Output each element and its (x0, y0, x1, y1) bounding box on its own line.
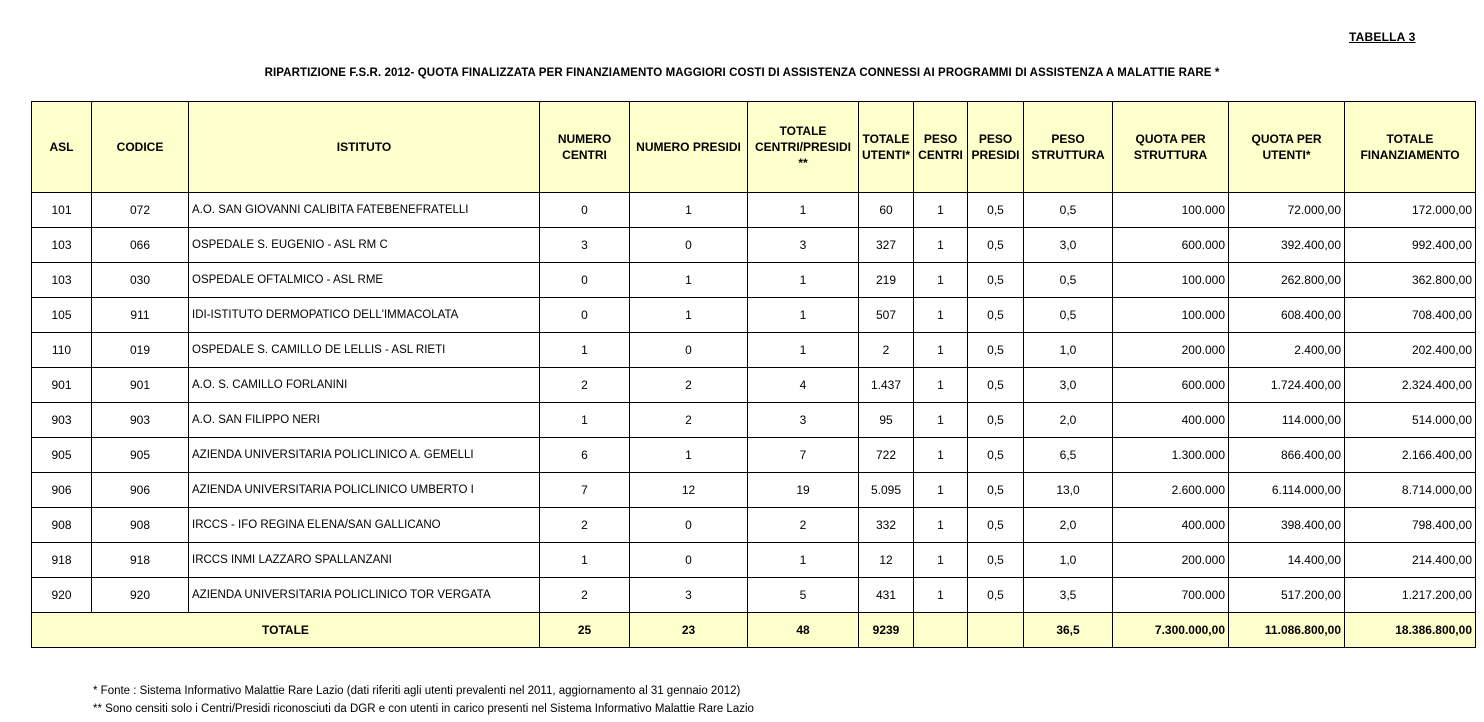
cell-numero-presidi: 12 (630, 473, 748, 508)
totals-utenti: 9239 (859, 613, 914, 648)
cell-totale-centri-presidi: 1 (748, 543, 859, 578)
cell-istituto: OSPEDALE S. CAMILLO DE LELLIS - ASL RIETI (189, 333, 540, 368)
cell-quota-struttura: 600.000 (1113, 368, 1229, 403)
table-row (32, 543, 1476, 578)
cell-peso-struttura: 0,5 (1024, 298, 1113, 333)
cell-totale-utenti: 431 (859, 578, 914, 613)
cell-codice: 905 (92, 438, 189, 473)
cell-istituto: IDI-ISTITUTO DERMOPATICO DELL'IMMACOLATA (189, 298, 540, 333)
cell-istituto: AZIENDA UNIVERSITARIA POLICLINICO TOR VERGATA (189, 578, 540, 613)
cell-quota-utenti: 392.400,00 (1229, 228, 1345, 263)
header-peso-centri: PESO CENTRI (914, 102, 968, 193)
cell-totale-utenti: 332 (859, 508, 914, 543)
cell-peso-presidi: 0,5 (968, 368, 1024, 403)
cell-totale-centri-presidi: 1 (748, 193, 859, 228)
cell-peso-presidi: 0,5 (968, 543, 1024, 578)
cell-peso-presidi: 0,5 (968, 193, 1024, 228)
cell-codice: 918 (92, 543, 189, 578)
cell-numero-centri: 3 (540, 228, 630, 263)
cell-totale-finanziamento: 172.000,00 (1345, 193, 1476, 228)
table-row (32, 508, 1476, 543)
table-row (32, 263, 1476, 298)
cell-numero-presidi: 1 (630, 438, 748, 473)
cell-quota-struttura: 2.600.000 (1113, 473, 1229, 508)
cell-totale-finanziamento: 992.400,00 (1345, 228, 1476, 263)
cell-totale-centri-presidi: 19 (748, 473, 859, 508)
header-peso-presidi: PESO PRESIDI (968, 102, 1024, 193)
cell-peso-struttura: 6,5 (1024, 438, 1113, 473)
cell-peso-centri: 1 (914, 473, 968, 508)
table-row (32, 438, 1476, 473)
cell-peso-centri: 1 (914, 508, 968, 543)
cell-totale-centri-presidi: 1 (748, 298, 859, 333)
table-row (32, 298, 1476, 333)
table-tag: TABELLA 3 (1349, 30, 1416, 44)
cell-totale-utenti: 722 (859, 438, 914, 473)
totals-peso-presidi (968, 613, 1024, 648)
header-peso-struttura: PESO STRUTTURA (1024, 102, 1113, 193)
cell-istituto: AZIENDA UNIVERSITARIA POLICLINICO A. GEMELLI (189, 438, 540, 473)
cell-totale-utenti: 12 (859, 543, 914, 578)
cell-codice: 911 (92, 298, 189, 333)
cell-peso-struttura: 3,0 (1024, 368, 1113, 403)
cell-numero-centri: 0 (540, 298, 630, 333)
totals-row (32, 613, 1476, 648)
header-totale-utenti: TOTALE UTENTI* (859, 102, 914, 193)
cell-totale-finanziamento: 2.166.400,00 (1345, 438, 1476, 473)
cell-totale-centri-presidi: 3 (748, 403, 859, 438)
cell-numero-centri: 6 (540, 438, 630, 473)
cell-asl: 105 (32, 298, 92, 333)
cell-totale-centri-presidi: 1 (748, 333, 859, 368)
cell-quota-struttura: 1.300.000 (1113, 438, 1229, 473)
cell-numero-presidi: 0 (630, 508, 748, 543)
funding-table (31, 101, 1476, 648)
cell-codice: 906 (92, 473, 189, 508)
cell-codice: 030 (92, 263, 189, 298)
cell-totale-utenti: 327 (859, 228, 914, 263)
cell-asl: 901 (32, 368, 92, 403)
document-title: RIPARTIZIONE F.S.R. 2012- QUOTA FINALIZZATA PER FINANZIAMENTO MAGGIORI COSTI DI ASSISTENZA CONNESSI AI PROGRAMMI DI ASSISTENZA A MALATTIE RARE * (264, 67, 1220, 79)
totals-quota-utenti: 11.086.800,00 (1229, 613, 1345, 648)
cell-peso-presidi: 0,5 (968, 508, 1024, 543)
table-row (32, 403, 1476, 438)
totals-label: TOTALE (32, 613, 540, 648)
cell-istituto: A.O. SAN FILIPPO NERI (189, 403, 540, 438)
header-totale-centri-presidi: TOTALE CENTRI/PRESIDI ** (748, 102, 859, 193)
cell-peso-presidi: 0,5 (968, 403, 1024, 438)
cell-numero-presidi: 1 (630, 298, 748, 333)
cell-peso-centri: 1 (914, 438, 968, 473)
header-codice: CODICE (92, 102, 189, 193)
cell-istituto: OSPEDALE S. EUGENIO - ASL RM C (189, 228, 540, 263)
cell-quota-utenti: 262.800,00 (1229, 263, 1345, 298)
cell-peso-presidi: 0,5 (968, 473, 1024, 508)
cell-quota-utenti: 2.400,00 (1229, 333, 1345, 368)
cell-totale-finanziamento: 362.800,00 (1345, 263, 1476, 298)
cell-totale-centri-presidi: 4 (748, 368, 859, 403)
cell-peso-struttura: 0,5 (1024, 193, 1113, 228)
cell-asl: 905 (32, 438, 92, 473)
cell-quota-struttura: 400.000 (1113, 403, 1229, 438)
cell-peso-presidi: 0,5 (968, 578, 1024, 613)
cell-quota-struttura: 200.000 (1113, 333, 1229, 368)
cell-totale-finanziamento: 1.217.200,00 (1345, 578, 1476, 613)
cell-peso-presidi: 0,5 (968, 228, 1024, 263)
cell-istituto: IRCCS - IFO REGINA ELENA/SAN GALLICANO (189, 508, 540, 543)
cell-totale-centri-presidi: 5 (748, 578, 859, 613)
cell-totale-utenti: 1.437 (859, 368, 914, 403)
table-row (32, 473, 1476, 508)
cell-peso-presidi: 0,5 (968, 298, 1024, 333)
header-row (32, 102, 1476, 193)
cell-quota-utenti: 608.400,00 (1229, 298, 1345, 333)
cell-peso-struttura: 13,0 (1024, 473, 1113, 508)
cell-quota-struttura: 600.000 (1113, 228, 1229, 263)
cell-codice: 072 (92, 193, 189, 228)
cell-quota-utenti: 398.400,00 (1229, 508, 1345, 543)
cell-istituto: A.O. S. CAMILLO FORLANINI (189, 368, 540, 403)
cell-peso-centri: 1 (914, 578, 968, 613)
footnote-centers: ** Sono censiti solo i Centri/Presidi riconosciuti da DGR e con utenti in carico presenti nel Sistema Informativo Malattie Rare Lazio (93, 703, 754, 715)
cell-totale-finanziamento: 202.400,00 (1345, 333, 1476, 368)
totals-peso-struttura: 36,5 (1024, 613, 1113, 648)
cell-totale-centri-presidi: 2 (748, 508, 859, 543)
cell-peso-struttura: 0,5 (1024, 263, 1113, 298)
cell-codice: 901 (92, 368, 189, 403)
cell-asl: 908 (32, 508, 92, 543)
cell-numero-centri: 2 (540, 578, 630, 613)
cell-peso-struttura: 1,0 (1024, 333, 1113, 368)
cell-asl: 110 (32, 333, 92, 368)
totals-finanziamento: 18.386.800,00 (1345, 613, 1476, 648)
cell-quota-struttura: 100.000 (1113, 263, 1229, 298)
cell-numero-centri: 0 (540, 263, 630, 298)
footnote-source: * Fonte : Sistema Informativo Malattie Rare Lazio (dati riferiti agli utenti prevalenti nel 2011, aggiornamento al 31 gennaio 2012) (93, 685, 741, 697)
cell-peso-struttura: 3,0 (1024, 228, 1113, 263)
cell-peso-centri: 1 (914, 403, 968, 438)
cell-peso-centri: 1 (914, 193, 968, 228)
cell-codice: 066 (92, 228, 189, 263)
totals-centri: 25 (540, 613, 630, 648)
table-row (32, 193, 1476, 228)
cell-numero-presidi: 0 (630, 333, 748, 368)
cell-asl: 101 (32, 193, 92, 228)
cell-totale-finanziamento: 8.714.000,00 (1345, 473, 1476, 508)
cell-numero-presidi: 1 (630, 193, 748, 228)
cell-peso-struttura: 3,5 (1024, 578, 1113, 613)
cell-numero-centri: 0 (540, 193, 630, 228)
cell-quota-struttura: 200.000 (1113, 543, 1229, 578)
cell-quota-struttura: 100.000 (1113, 298, 1229, 333)
cell-quota-struttura: 100.000 (1113, 193, 1229, 228)
cell-istituto: A.O. SAN GIOVANNI CALIBITA FATEBENEFRATELLI (189, 193, 540, 228)
cell-numero-centri: 1 (540, 333, 630, 368)
cell-asl: 906 (32, 473, 92, 508)
cell-peso-struttura: 2,0 (1024, 508, 1113, 543)
cell-totale-finanziamento: 214.400,00 (1345, 543, 1476, 578)
header-numero-presidi: NUMERO PRESIDI (630, 102, 748, 193)
cell-numero-centri: 1 (540, 403, 630, 438)
cell-peso-centri: 1 (914, 333, 968, 368)
cell-peso-centri: 1 (914, 228, 968, 263)
table-row (32, 228, 1476, 263)
cell-totale-centri-presidi: 1 (748, 263, 859, 298)
footnotes (93, 682, 1293, 718)
cell-codice: 908 (92, 508, 189, 543)
cell-totale-centri-presidi: 3 (748, 228, 859, 263)
cell-numero-centri: 7 (540, 473, 630, 508)
header-quota-struttura: QUOTA PER STRUTTURA (1113, 102, 1229, 193)
header-numero-centri: NUMERO CENTRI (540, 102, 630, 193)
cell-istituto: AZIENDA UNIVERSITARIA POLICLINICO UMBERTO I (189, 473, 540, 508)
cell-quota-utenti: 866.400,00 (1229, 438, 1345, 473)
cell-quota-struttura: 400.000 (1113, 508, 1229, 543)
cell-peso-presidi: 0,5 (968, 333, 1024, 368)
cell-numero-presidi: 2 (630, 403, 748, 438)
cell-quota-utenti: 517.200,00 (1229, 578, 1345, 613)
cell-totale-utenti: 219 (859, 263, 914, 298)
cell-totale-utenti: 5.095 (859, 473, 914, 508)
cell-peso-centri: 1 (914, 368, 968, 403)
cell-totale-finanziamento: 708.400,00 (1345, 298, 1476, 333)
cell-numero-centri: 2 (540, 368, 630, 403)
header-totale-finanziamento: TOTALE FINANZIAMENTO (1345, 102, 1476, 193)
cell-istituto: IRCCS INMI LAZZARO SPALLANZANI (189, 543, 540, 578)
cell-totale-utenti: 507 (859, 298, 914, 333)
cell-asl: 918 (32, 543, 92, 578)
cell-numero-centri: 2 (540, 508, 630, 543)
cell-asl: 103 (32, 228, 92, 263)
totals-peso-centri (914, 613, 968, 648)
cell-totale-utenti: 95 (859, 403, 914, 438)
cell-peso-centri: 1 (914, 263, 968, 298)
cell-peso-centri: 1 (914, 543, 968, 578)
table-row (32, 333, 1476, 368)
cell-quota-utenti: 6.114.000,00 (1229, 473, 1345, 508)
cell-totale-utenti: 2 (859, 333, 914, 368)
cell-peso-centri: 1 (914, 298, 968, 333)
cell-codice: 019 (92, 333, 189, 368)
header-istituto: ISTITUTO (189, 102, 540, 193)
cell-totale-utenti: 60 (859, 193, 914, 228)
cell-quota-utenti: 1.724.400,00 (1229, 368, 1345, 403)
cell-numero-presidi: 3 (630, 578, 748, 613)
cell-peso-presidi: 0,5 (968, 263, 1024, 298)
cell-totale-finanziamento: 2.324.400,00 (1345, 368, 1476, 403)
header-quota-utenti: QUOTA PER UTENTI* (1229, 102, 1345, 193)
cell-numero-presidi: 2 (630, 368, 748, 403)
cell-asl: 103 (32, 263, 92, 298)
totals-centri-presidi: 48 (748, 613, 859, 648)
cell-quota-utenti: 72.000,00 (1229, 193, 1345, 228)
cell-numero-presidi: 0 (630, 228, 748, 263)
cell-totale-centri-presidi: 7 (748, 438, 859, 473)
cell-peso-struttura: 1,0 (1024, 543, 1113, 578)
cell-codice: 903 (92, 403, 189, 438)
cell-totale-finanziamento: 514.000,00 (1345, 403, 1476, 438)
cell-peso-presidi: 0,5 (968, 438, 1024, 473)
cell-totale-finanziamento: 798.400,00 (1345, 508, 1476, 543)
table-row (32, 578, 1476, 613)
cell-asl: 920 (32, 578, 92, 613)
table-row (32, 368, 1476, 403)
totals-quota-struttura: 7.300.000,00 (1113, 613, 1229, 648)
totals-presidi: 23 (630, 613, 748, 648)
cell-codice: 920 (92, 578, 189, 613)
cell-peso-struttura: 2,0 (1024, 403, 1113, 438)
cell-numero-centri: 1 (540, 543, 630, 578)
cell-quota-struttura: 700.000 (1113, 578, 1229, 613)
cell-quota-utenti: 114.000,00 (1229, 403, 1345, 438)
cell-asl: 903 (32, 403, 92, 438)
cell-istituto: OSPEDALE OFTALMICO - ASL RME (189, 263, 540, 298)
cell-numero-presidi: 1 (630, 263, 748, 298)
header-asl: ASL (32, 102, 92, 193)
cell-quota-utenti: 14.400,00 (1229, 543, 1345, 578)
cell-numero-presidi: 0 (630, 543, 748, 578)
